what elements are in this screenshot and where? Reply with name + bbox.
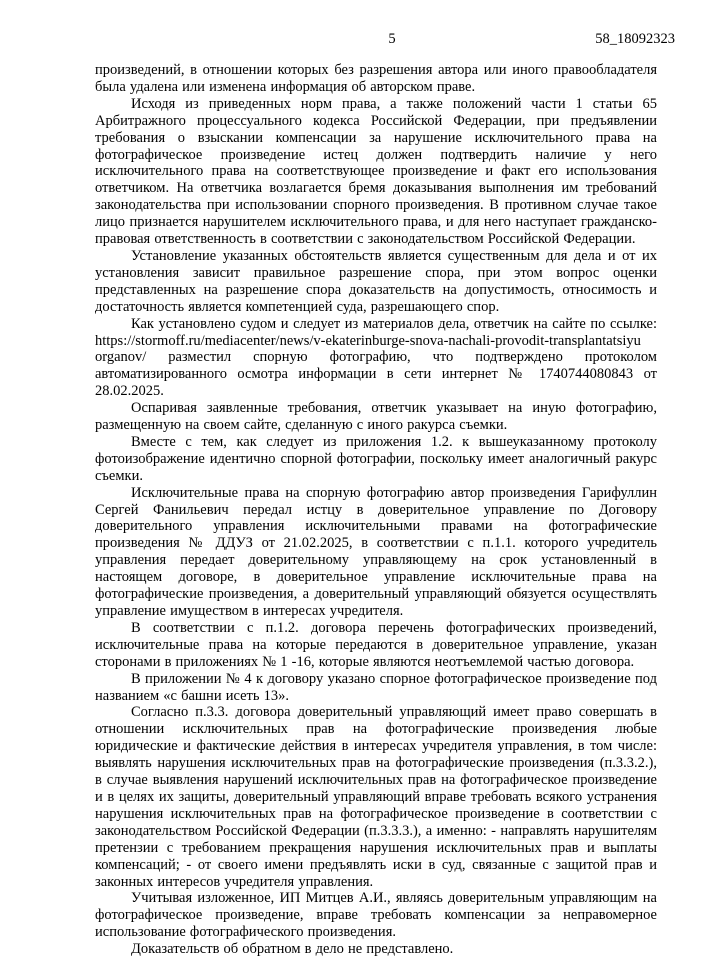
paragraph: В соответствии с п.1.2. договора перечень фотографических произведений, исключительные права на которые передаются в доверительное управление, указан сторонами в приложениях № 1 -16, которые являются неотъемлемой частью договора. — [95, 619, 657, 670]
document-body — [95, 62, 657, 957]
paragraph: Согласно п.3.3. договора доверительный управляющий имеет право совершать в отношении исключительных прав на фотографические произведения любые юридические и фактические действия в интересах учредителя управления, в том числе: выявлять нарушения исключительных прав на фотографические произведения (п.3.3.2.), в случае выявления нарушений исключительных прав на фотографическое произведение и в целях их защиты, доверительный управляющий вправе требовать всякого устранения нарушения исключительных прав на фотографическое произведение в соответствии с законодательством Российской Федерации (п.3.3.3.), а именно: - направлять нарушителям претензии с требованием прекращения нарушения исключительных прав и выплаты компенсаций; - от своего имени предъявлять иски в суд, связанные с защитой прав и законных интересов учредителя управления. — [95, 704, 657, 890]
case-number: 58_18092323 — [595, 31, 675, 47]
paragraph: В приложении № 4 к договору указано спорное фотографическое произведение под названием «с башни исеть 13». — [95, 670, 657, 704]
paragraph: Исключительные права на спорную фотографию автор произведения Гарифуллин Сергей Фанильевич передал истцу в доверительное управление по Договору доверительного управления исключительными правами на фотографические произведения № ДДУЗ от 21.02.2025, в соответствии с п.1.1. которого учредитель управления передает доверительному управляющему на срок установленный в настоящем договоре, в доверительное управление исключительные права на фотографические произведения, а доверительный управляющий обязуется осуществлять управление имуществом в интересах учредителя. — [95, 484, 657, 619]
paragraph: Доказательств об обратном в дело не представлено. — [131, 941, 454, 957]
page-header — [95, 31, 675, 49]
paragraph: Исходя из приведенных норм права, а также положений части 1 статьи 65 Арбитражного процессуального кодекса Российской Федерации, при предъявлении требования о взыскании компенсации за нарушение исключительного права на фотографическое произведение истец должен подтвердить наличие у него исключительного права на соответствующее произведение и факт его использования ответчиком. На ответчика возлагается бремя доказывания выполнения им требований законодательства при использовании спорного произведения. В противном случае такое лицо признается нарушителем исключительного права, и для него наступает гражданско-правовая ответственность в соответствии с законодательством Российской Федерации. — [95, 95, 657, 248]
paragraph: Вместе с тем, как следует из приложения 1.2. к вышеуказанному протоколу фотоизображение идентично спорной фотографии, поскольку имеет аналогичный ракурс съемки. — [95, 433, 657, 484]
page-number: 5 — [388, 31, 396, 47]
paragraph: Оспаривая заявленные требования, ответчик указывает на иную фотографию, размещенную на своем сайте, сделанную с иного ракурса съемки. — [95, 400, 657, 434]
paragraph: Установление указанных обстоятельств является существенным для дела и от их установления зависит правильное разрешение спора, при этом вопрос оценки представленных на разрешение спора доказательств на допустимость, относимость и достаточность является компетенцией суда, разрешающего спор. — [95, 247, 657, 315]
paragraph: Как установлено судом и следует из материалов дела, ответчик на сайте по ссылке: https://stormoff.ru/mediacenter/news/v-ekaterinburge-snova-nachali-provodit-transplantatsiyu organov/ разместил спорную фотографию, что подтверждено протоколом автоматизированного осмотра информации в сети интернет № 1740744080843 от 28.02.2025. — [95, 315, 657, 400]
paragraph: произведений, в отношении которых без разрешения автора или иного правообладателя была удалена или изменена информация об авторском праве. — [95, 62, 657, 95]
paragraph: Учитывая изложенное, ИП Митцев А.И., являясь доверительным управляющим на фотографическое произведение, вправе требовать компенсации за неправомерное использование фотографического произведения. — [95, 890, 657, 941]
